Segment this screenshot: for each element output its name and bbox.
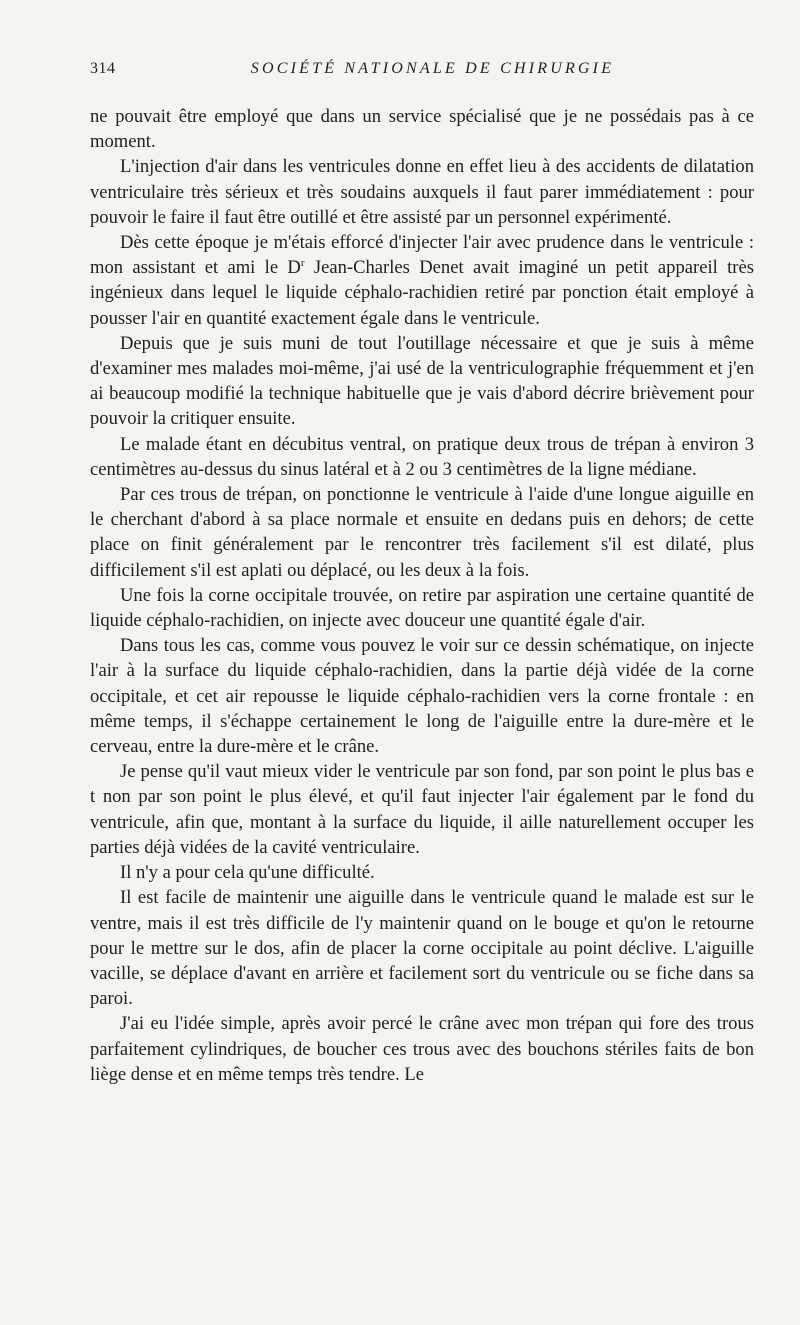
paragraph: Par ces trous de trépan, on ponctionne le ventricule à l'aide d'une longue aiguille en le cherchant d'abord à sa place normale et ensuite en dedans puis en dehors; de cette place on finit généralement par le rencontrer très facilement s'il est dilaté, plus difficilement s'il est aplati ou déplacé, ou les deux à la fois.	[90, 484, 754, 581]
paragraph: Je pense qu'il vaut mieux vider le ventricule par son fond, par son point le plus bas e t non par son point le plus élevé, et qu'il faut injecter l'air également par le fond du ventricule, afin que, montant à la surface du liquide, il aille naturellement occuper les parties déjà vidées de la cavité ventriculaire.	[90, 761, 754, 858]
body-text	[90, 104, 754, 1087]
page-number: 314	[90, 60, 116, 77]
paragraph: Il n'y a pour cela qu'une difficulté.	[120, 862, 375, 884]
journal-title: SOCIÉTÉ NATIONALE DE CHIRURGIE	[250, 60, 615, 77]
paragraph	[90, 230, 754, 331]
paragraph: Dans tous les cas, comme vous pouvez le voir sur ce dessin schématique, on injecte l'air à la surface du liquide céphalo-rachidien, dans la partie déjà vidée de la corne occipitale, et cet air repousse le liquide céphalo-rachidien vers la corne frontale : en même temps, il s'échappe certainement le long de l'aiguille entre la dure-mère et le cerveau, entre la dure-mère et le crâne.	[90, 635, 754, 758]
running-header	[90, 60, 755, 86]
paragraph: L'injection d'air dans les ventricules donne en effet lieu à des accidents de dilatation ventriculaire très sérieux et très soudains auxquels il faut parer immédiatement : pour pouvoir le faire il faut être outillé et être assisté par un personnel expérimenté.	[90, 156, 754, 228]
paragraph: Depuis que je suis muni de tout l'outillage nécessaire et que je suis à même d'examiner mes malades moi-même, j'ai usé de la ventriculographie fréquemment et j'en ai beaucoup modifié la technique habituelle que je vais d'abord décrire brièvement pour pouvoir la critiquer ensuite.	[90, 332, 754, 430]
paragraph: Une fois la corne occipitale trouvée, on retire par aspiration une certaine quantité de liquide céphalo-rachidien, on injecte avec douceur une quantité égale d'air.	[90, 584, 754, 632]
doctor-abbreviation-superscript: r	[300, 257, 305, 270]
paragraph-text: Dès cette époque je m'étais efforcé d'injecter l'air avec prudence dans le ventricule : mon assistant et ami le D	[90, 232, 754, 279]
paragraph: Il est facile de maintenir une aiguille dans le ventricule quand le malade est sur le ventre, mais il est très difficile de l'y maintenir quand on le bouge et qu'on le retourne pour le mettre sur le dos, afin de placer la corne occipitale au point déclive. L'aiguille vacille, se déplace d'avant en arrière et facilement sort du ventricule ou se fiche dans sa paroi.	[90, 887, 754, 1010]
paragraph: J'ai eu l'idée simple, après avoir percé le crâne avec mon trépan qui fore des trous parfaitement cylindriques, de boucher ces trous avec des bouchons stériles faits de bon liège dense et en même temps très tendre. Le	[90, 1013, 754, 1085]
paragraph-text: Jean-Charles Denet avait imaginé un petit appareil très ingénieux dans lequel le liquide céphalo-rachidien retiré par ponction était employé à pousser l'air en quantité exactement égale dans le ventricule.	[90, 257, 754, 329]
paragraph-continued: ne pouvait être employé que dans un service spécialisé que je ne possédais pas à ce moment.	[90, 106, 754, 153]
paragraph: Le malade étant en décubitus ventral, on pratique deux trous de trépan à environ 3 centimètres au-dessus du sinus latéral et à 2 ou 3 centimètres de la ligne médiane.	[90, 433, 754, 480]
